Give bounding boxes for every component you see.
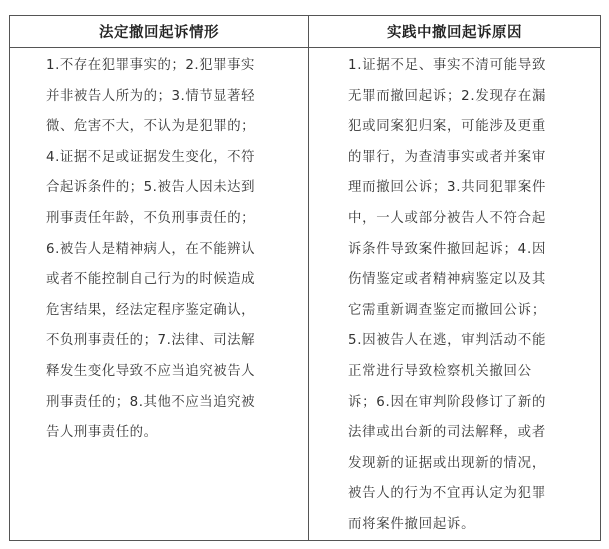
text-line: 1.证据不足、事实不清可能导致	[348, 58, 547, 73]
text-line: 犯或同案犯归案，可能涉及更重	[348, 119, 546, 135]
text-line: 刑事责任的；8.其他不应当追究被	[46, 394, 256, 410]
legal-withdrawal-text	[10, 51, 308, 449]
text-line: 伤情鉴定或者精神病鉴定以及其	[348, 272, 546, 288]
legal-withdrawal-cell	[10, 48, 309, 541]
header-legal-withdrawal: 法定撤回起诉情形	[10, 16, 309, 48]
text-line: 不负刑事责任的；7.法律、司法解	[46, 333, 256, 349]
text-line: 释发生变化导致不应当追究被告人	[46, 363, 256, 379]
text-line: 并非被告人所为的；3.情节显著轻	[46, 88, 256, 104]
text-line: 无罪而撤回起诉；2.发现存在漏	[348, 88, 547, 104]
text-line: 正常进行导致检察机关撤回公	[348, 363, 532, 379]
text-line: 1.不存在犯罪事实的；2.犯罪事实	[46, 58, 255, 73]
text-line: 危害结果，经法定程序鉴定确认，	[46, 302, 256, 318]
text-line: 或者不能控制自己行为的时候造成	[46, 272, 256, 288]
text-line: 4.证据不足或证据发生变化，不符	[46, 149, 256, 165]
practical-withdrawal-text	[309, 51, 600, 541]
text-line: 发现新的证据或出现新的情况，	[348, 455, 546, 471]
text-line: 理而撤回公诉；3.共同犯罪案件	[348, 180, 547, 196]
comparison-table	[9, 15, 601, 541]
text-line: 的罪行，为查清事实或者并案审	[348, 149, 546, 165]
text-line: 合起诉条件的；5.被告人因未达到	[46, 180, 256, 196]
text-line: 诉；6.因在审判阶段修订了新的	[348, 394, 547, 410]
text-line: 告人刑事责任的。	[46, 425, 158, 441]
text-line: 刑事责任年龄，不负刑事责任的；	[46, 210, 256, 226]
text-line: 它需重新调查鉴定而撤回公诉；	[348, 302, 546, 318]
text-line: 被告人的行为不宜再认定为犯罪	[348, 486, 546, 502]
text-line: 微、危害不大，不认为是犯罪的；	[46, 119, 256, 135]
text-line: 法律或出台新的司法解释，或者	[348, 425, 546, 441]
header-practical-withdrawal: 实践中撤回起诉原因	[309, 16, 600, 48]
text-line: 诉条件导致案件撤回起诉；4.因	[348, 241, 547, 257]
practical-withdrawal-cell	[309, 48, 600, 541]
text-line: 5.因被告人在逃，审判活动不能	[348, 333, 547, 349]
text-line: 而将案件撤回起诉。	[348, 516, 476, 532]
text-line: 6.被告人是精神病人，在不能辨认	[46, 241, 256, 257]
text-line: 中，一人或部分被告人不符合起	[348, 210, 546, 226]
